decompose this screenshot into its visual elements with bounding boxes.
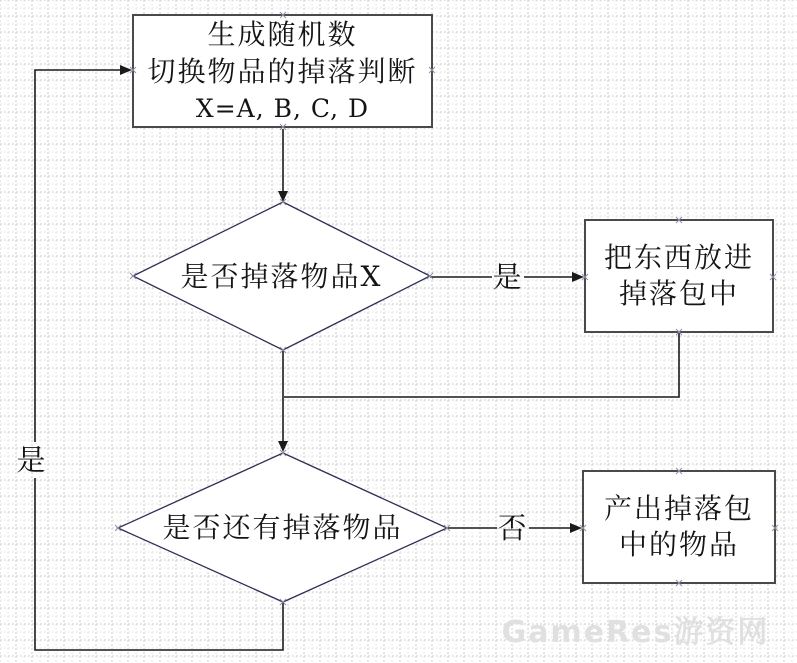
- start-line-3: X=A, B, C, D: [195, 93, 370, 123]
- edge-label-no-decision2: 否: [497, 510, 529, 545]
- flow-shapes: [118, 15, 775, 602]
- output-items-box: [583, 471, 775, 583]
- connector-putbag-to-merge: [284, 332, 679, 397]
- edge-label-yes-loop: 是: [16, 442, 48, 477]
- output-items-line-2: 中的物品: [618, 528, 739, 561]
- start-line-1: 生成随机数: [207, 17, 358, 51]
- edge-label-yes-decision1: 是: [492, 259, 524, 294]
- put-in-bag-line-1: 把东西放进: [603, 241, 754, 274]
- decision1-text: 是否掉落物品X: [180, 259, 383, 293]
- put-in-bag-box: [585, 220, 773, 332]
- start-process-box: [133, 15, 432, 127]
- arrowhead-down-decision2: [278, 441, 288, 452]
- site-watermark: GameRes游资网: [501, 615, 770, 650]
- decision2-text: 是否还有掉落物品: [162, 511, 403, 544]
- start-line-2: 切换物品的掉落判断: [147, 54, 418, 88]
- arrowhead-right-loop: [120, 65, 132, 75]
- put-in-bag-line-2: 掉落包中: [618, 277, 739, 310]
- output-items-line-1: 产出掉落包: [603, 492, 754, 525]
- decision2-diamond: [118, 453, 447, 602]
